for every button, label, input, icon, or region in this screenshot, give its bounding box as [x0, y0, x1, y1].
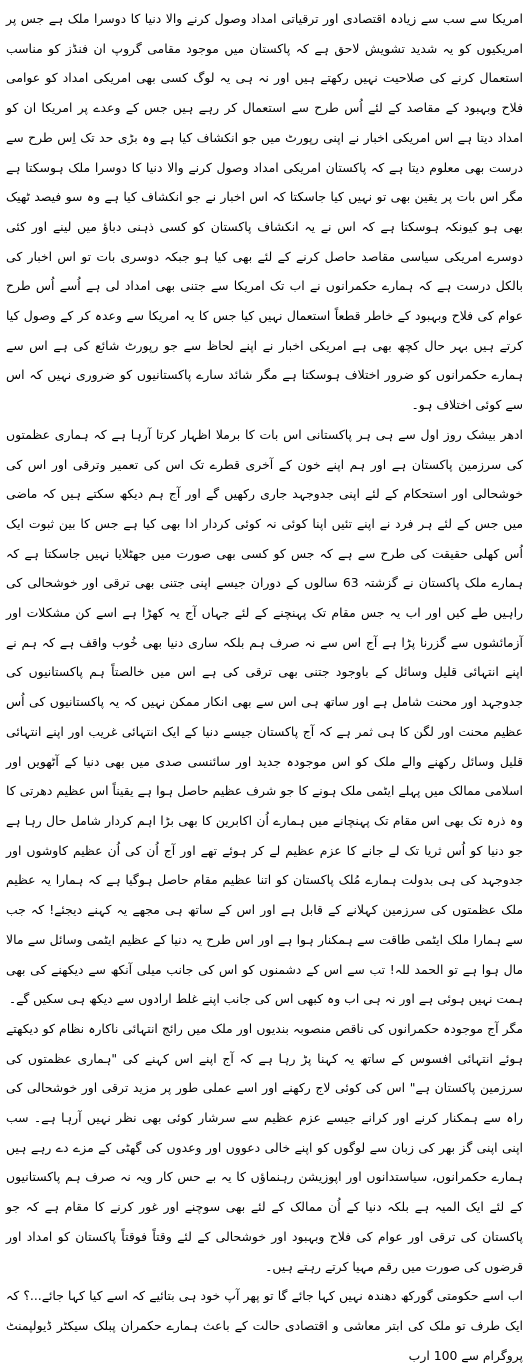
article-paragraph-1: امریکا سے سب سے زیادہ اقتصادی اور ترقیاتی امداد وصول کرنے والا دنیا کا دوسرا ملک ہے جس پر امریکیوں کو یہ شدید تشویش لاحق ہے کہ پاکستان میں موجود مقامی گروپ ان فنڈز کو مناسب استعمال کرنے کی صلاحیت نہیں رکھتے ہیں اور نہ ہی یہ لوگ کسی بھی امریکی امداد کو عوامی فلاح وبہبود کے مقاصد کے لئے اُس طرح سے استعمال کر رہے ہیں جس کے وعدے پر امریکا ان کو امداد دیتا ہے اس امریکی اخبار نے اپنی رپورٹ میں جو انکشاف کیا ہے وہ بڑی حد تک اِس طرح سے درست بھی معلوم دیتا ہے کہ پاکستان امریکی امداد وصول کرنے والا دنیا کا دوسرا ملک ہوسکتا ہے مگر اس بات پر یقین بھی تو نہیں کیا جاسکتا کہ اس اخبار نے جو انکشاف کیا ہے وہ سو فیصد ٹھیک بھی ہو کیونکہ ہوسکتا ہے کہ اس نے یہ انکشاف پاکستان کو کسی ذہنی دباؤ میں لینے اور کئی دوسرے امریکی سیاسی مقاصد حاصل کرنے کے لئے بھی کیا ہو جبکہ دوسری بات تو اس اخبار کی بالکل درست ہے کہ ہمارے حکمرانوں نے اب تک امریکا سے جتنی بھی امداد لی ہے اُسے اُس طرح عوام کی فلاح وبہبود کے خاطر قطعاً استعمال نہیں کیا جس کا یہ امریکا سے وعدہ کر کے وصول کیا کرتے ہیں بہر حال کچھ بھی ہے امریکی اخبار نے اپنے لحاظ سے جو رپورٹ شائع کی ہے اس سے ہمارے حکمرانوں کو ضرور اختلاف ہوسکتا ہے مگر شائد سارے پاکستانیوں کو ضروری نہیں کہ اس سے کوئی اختلاف ہو۔: [6, 11, 523, 413]
article-paragraph-2: ادھر بیشک روز اول سے ہی ہر پاکستانی اس بات کا برملا اظہار کرتا آرہا ہے کہ ہماری عظمتوں کی سرزمین پاکستان ہے اور ہم اپنے خون کے آخری قطرے تک اس کی تعمیر وترقی اور اس کی خوشحالی اور استحکام کے لئے اپنی جدوجہد جاری رکھیں گے اور آج ہم دیکھ سکتے ہیں کہ ماضی میں جس کے لئے ہر فرد نے اپنے تئیں اپنا کوئی نہ کوئی کردار ادا بھی کیا ہے جس کا بین ثبوت ایک اُس کھلی حقیقت کی طرح سے ہے کہ جس کو کسی بھی صورت میں جھٹلایا نہیں جاسکتا ہے کہ ہمارے ملک پاکستان نے گزشتہ 63 سالوں کے دوران جیسے اپنی جتنی بھی ترقی اور خوشحالی کی راہیں طے کیں اور اب یہ جس مقام تک پہنچنے کے لئے جہاں آج یہ کھڑا ہے اسے کن مشکلات اور آزمائشوں سے گزرنا پڑا ہے آج اس سے نہ صرف ہم بلکہ ساری دنیا بھی خُوب واقف ہے کہ ہم نے اپنے انتہائی قلیل وسائل کے باوجود جتنی بھی ترقی کی ہے اس میں خالصتاً ہم پاکستانیوں کی جدوجہد اور محنت شامل ہے اور ساتھ ہی اس سے بھی انکار ممکن نہیں کہ یہ پاکستانیوں کی اُس عظیم محنت اور لگن کا ہی ثمر ہے کہ آج پاکستان جیسے دنیا کے ایک انتہائی غریب اور اپنے انتہائی قلیل وسائل رکھنے والے ملک کو اس موجودہ جدید اور سائنسی صدی میں بھی دنیا کے آٹھویں اور اسلامی ممالک میں پہلے ایٹمی ملک ہونے کا جو شرف عظیم حاصل ہوا ہے یقیناً اس عظیم دھرتی کا وہ ذرہ تک بھی اس مقام تک پہنچانے میں ہمارے اُن اکابرین کا بھی بڑا اہم کردار شامل حال رہا ہے جو دنیا کو اُس ثریا تک لے جانے کا عزم عظیم لے کر ہوئے تھے اور آج اُن کی اُن عظیم کاوشوں اور جدوجہد کی ہی بدولت ہمارے مُلک پاکستان کو اتنا عظیم مقام حاصل ہوگیا ہے کہ ہمارا یہ عظیم ملک عظمتوں کی سرزمین کہلانے کے قابل ہے اور اس کے ساتھ ہی مجھے یہ کہنے دیجئے! کہ جب سے ہمارا ملک ایٹمی طاقت سے ہمکنار ہوا ہے اور اس طرح یہ دنیا کے عظیم ایٹمی وسائل سے مالا مال ہوا ہے تو الحمد للہ! تب سے اس کے دشمنوں کو اس کی جانب میلی آنکھ سے دیکھنے کی بھی ہمت نہیں ہوئی ہے اور نہ ہی اب وہ کبھی اس کی جانب اپنے غلط ارادوں سے دیکھ ہی سکیں گے۔: [6, 426, 523, 1007]
article-paragraph-4: اب اسے حکومتی گورکھ دھندہ نہیں کہا جائے گا تو پھر آپ خود ہی بتائیے کہ اسے کیا کہا جائے...؟ کہ ایک طرف تو ملک کی ابتر معاشی و اقتصادی حالت کے باعث ہمارے حکمران پبلک سیکٹر ڈیولپمنٹ پروگرام سے 100 ارب: [6, 1288, 523, 1363]
article-paragraph-3: مگر آج موجودہ حکمرانوں کی ناقص منصوبہ بندیوں اور ملک میں رائج انتہائی ناکارہ نظام کو دیکھتے ہوئے انتہائی افسوس کے ساتھ یہ کہنا پڑ رہا ہے کہ آج اپنے اس کہنے کی "ہماری عظمتوں کی سرزمین پاکستان ہے" اس کی کوئی لاج رکھنے اور اسے عملی طور پر مزید ترقی اور خوشحالی کی راہ سے ہمکنار کرنے اور کرانے جیسے عزم عظیم سے سرشار کوئی بھی نظر نہیں آرہا ہے۔ سب اپنی اپنی گز بھر کی زبان سے لوگوں کو اپنے خالی دعووں اور وعدوں کی گھٹی کے مزے دے رہے ہیں ہمارے حکمرانوں، سیاستدانوں اور اپوزیشن رہنماؤں کا یہ بے حس کار ویہ نہ صرف ہم پاکستانیوں کے لئے ایک المیہ ہے بلکہ دنیا کے اُن ممالک کے لئے بھی سوچنے اور غور کرنے کا مقام ہے کہ جو پاکستان کی ترقی اور عوام کی فلاح وبہبود اور خوشحالی کے لئے وقتاً فوقتاً پاکستان کو امداد اور قرضوں کی صورت میں رقم مہیا کرتے رہتے ہیں۔: [6, 1020, 523, 1274]
